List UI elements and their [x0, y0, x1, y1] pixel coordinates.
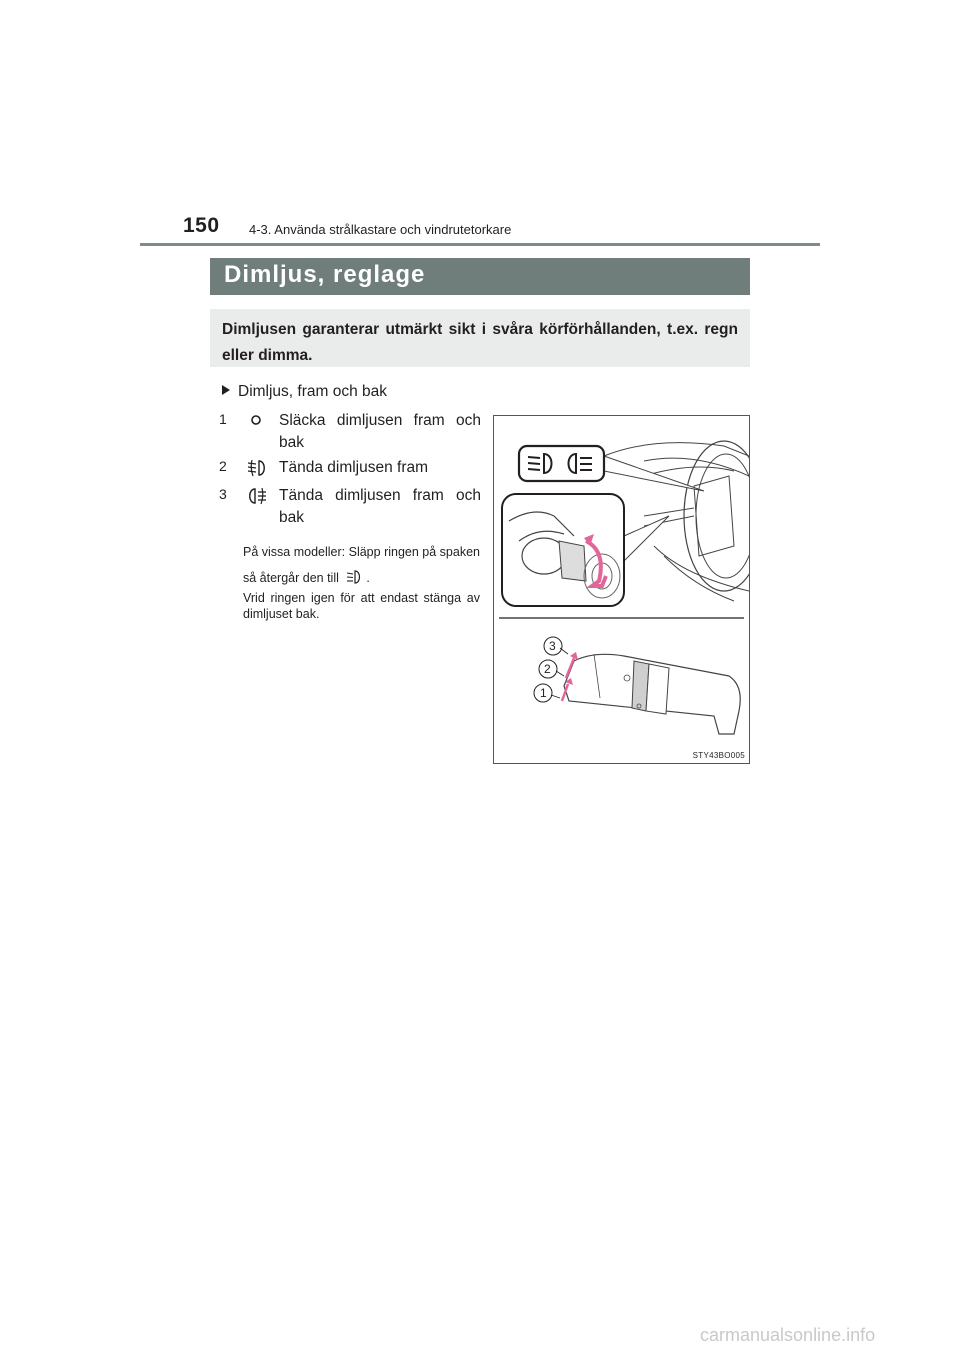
- header-rule: [140, 243, 820, 246]
- note-1-text: På vissa modeller: Släpp ringen på spaken så återgår den till: [243, 545, 480, 585]
- callout-1: 1: [540, 686, 547, 700]
- step-number-3: 3: [219, 486, 227, 502]
- illustration-drawing: [494, 416, 749, 763]
- step-number-2: 2: [219, 458, 227, 474]
- callout-3: 3: [549, 639, 556, 653]
- step-number-2-badge: [216, 457, 232, 475]
- subheading-text: Dimljus, fram och bak: [238, 383, 388, 400]
- chapter-title: 4-3. Använda strålkastare och vindrutetorkare: [249, 222, 512, 237]
- step-number-1: 1: [219, 411, 227, 427]
- fog-off-icon: [250, 414, 262, 426]
- step-1-text: Släcka dimljusen fram och bak: [279, 412, 481, 451]
- callout-2: 2: [544, 662, 551, 676]
- fog-light-switch-illustration: [493, 415, 750, 764]
- section-bar: [210, 258, 750, 295]
- subheading: [222, 383, 387, 401]
- front-fog-inline-icon: [345, 569, 363, 585]
- front-rear-fog-icon: [246, 486, 268, 506]
- page-number: 150: [183, 214, 220, 237]
- intro-text: Dimljusen garanterar utmärkt sikt i svåra körförhållanden, t.ex. regn eller dimma.: [222, 321, 738, 364]
- section-title: Dimljus, reglage: [224, 261, 426, 288]
- step-number-1-badge: [216, 410, 232, 428]
- figure-code: STY43BO005: [692, 751, 745, 760]
- intro-box: [210, 309, 750, 367]
- note-2: Vrid ringen igen för att endast stänga av dimljuset bak.: [243, 591, 480, 621]
- triangle-bullet-icon: [222, 385, 230, 395]
- note-1-end: .: [366, 571, 370, 585]
- step-3-text: Tända dimljusen fram och bak: [279, 487, 481, 526]
- step-2-text: Tända dimljusen fram: [279, 459, 429, 476]
- front-fog-icon: [246, 458, 268, 478]
- watermark-logo: carmanualsonline.info: [700, 1325, 876, 1345]
- step-number-3-badge: [216, 485, 232, 503]
- note-1: [243, 539, 480, 591]
